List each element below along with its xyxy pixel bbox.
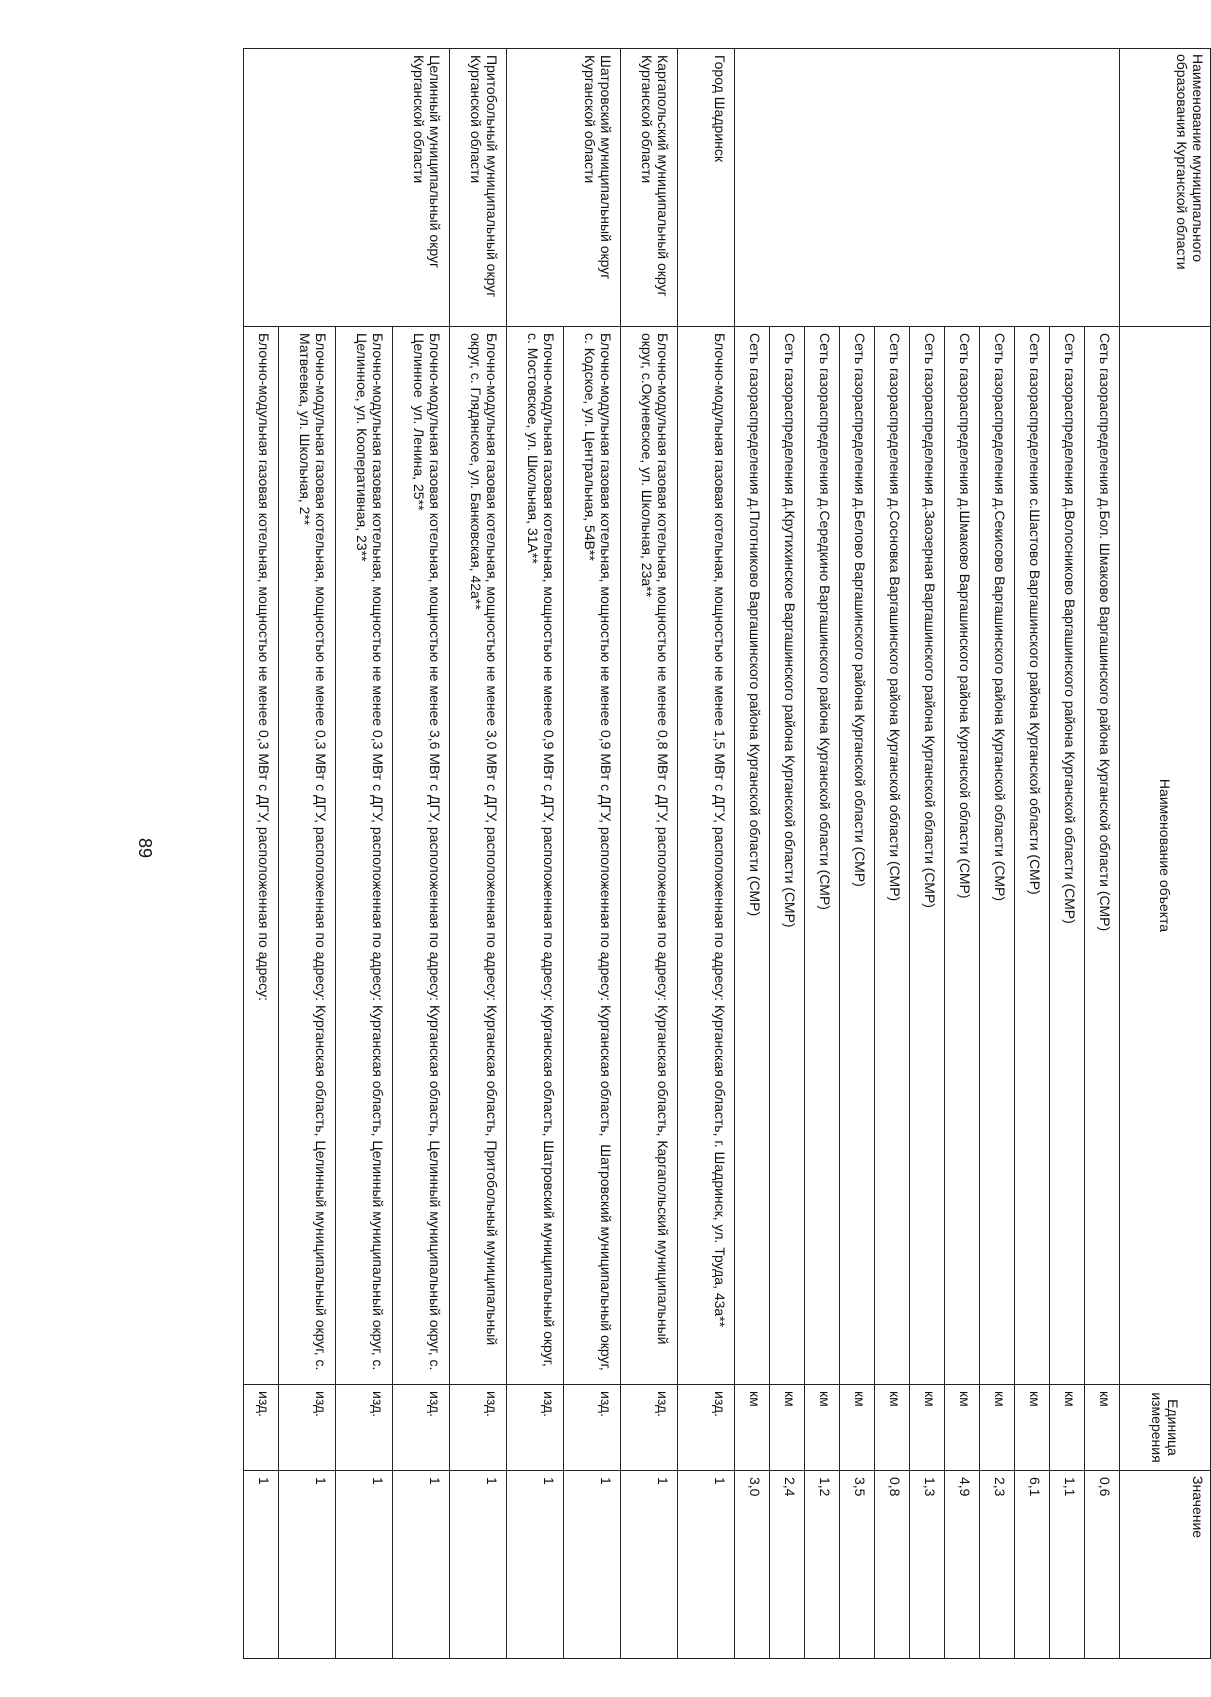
table-row [450, 49, 507, 1659]
object-cell: Блочно-модульная газовая котельная, мощностью не менее 1,5 МВт с ДГУ, расположенная по адресу: Курганская область, г. Шадринск, ул. Труда, 43а** [678, 327, 735, 1385]
object-cell: Сеть газораспределения с.Шастово Варгашинского района Курганской области (СМР) [1015, 327, 1050, 1385]
unit-cell: км [840, 1385, 875, 1471]
object-cell: Сеть газораспределения д.Шмаково Варгашинского района Курганской области (СМР) [945, 327, 980, 1385]
unit-cell: км [875, 1385, 910, 1471]
unit-cell: изд. [507, 1385, 564, 1471]
value-cell: 1,2 [805, 1471, 840, 1659]
value-cell: 1 [450, 1471, 507, 1659]
rotated-table-container [191, 48, 1211, 1658]
header-municipality: Наименование муниципального образования Курганской области [1120, 49, 1211, 327]
unit-cell: изд. [450, 1385, 507, 1471]
unit-cell: изд. [678, 1385, 735, 1471]
value-cell: 3,5 [840, 1471, 875, 1659]
objects-table [243, 48, 1211, 1659]
municipality-cell: Каргапольский муниципальный округ Курганской области [621, 49, 678, 327]
page-number: 89 [135, 837, 155, 859]
value-cell: 2,4 [770, 1471, 805, 1659]
value-cell: 1 [564, 1471, 621, 1659]
table-row [1085, 49, 1120, 1659]
value-cell: 1 [393, 1471, 450, 1659]
unit-cell: изд. [244, 1385, 279, 1471]
value-cell: 1,1 [1050, 1471, 1085, 1659]
value-cell: 1 [621, 1471, 678, 1659]
municipality-cell: Притобольный муниципальный округ Курганской области [450, 49, 507, 327]
object-cell: Блочно-модульная газовая котельная, мощностью не менее 0,3 МВт с ДГУ, расположенная по адресу: Курганская область, Целинный муниципальный округ, с. Матвеевка, ул. Школьная, 2** [279, 327, 336, 1385]
unit-cell: км [980, 1385, 1015, 1471]
value-cell: 1 [336, 1471, 393, 1659]
municipality-cell: Целинный муниципальный округ Курганской области [244, 49, 450, 327]
unit-cell: км [945, 1385, 980, 1471]
object-cell: Сеть газораспределения д.Крутихинское Варгашинского района Курганской области (СМР) [770, 327, 805, 1385]
value-cell: 1 [244, 1471, 279, 1659]
object-cell: Блочно-модульная газовая котельная, мощностью не менее 3,6 МВт с ДГУ, расположенная по адресу: Курганская область, Целинный муниципальный округ, с. Целинное ул. Ленина, 25** [393, 327, 450, 1385]
object-cell: Сеть газораспределения д.Белово Варгашинского района Курганской области (СМР) [840, 327, 875, 1385]
object-cell: Сеть газораспределения д.Середкино Варгашинского района Курганской области (СМР) [805, 327, 840, 1385]
unit-cell: км [770, 1385, 805, 1471]
value-cell: 1 [678, 1471, 735, 1659]
object-cell: Блочно-модульная газовая котельная, мощностью не менее 0,8 МВт с ДГУ, расположенная по адресу: Курганская область, Каргапольский муниципальный округ, с.Окуневское, ул. Школьная, 23а** [621, 327, 678, 1385]
value-cell: 1 [507, 1471, 564, 1659]
header-object: Наименование объекта [1120, 327, 1211, 1385]
unit-cell: км [1050, 1385, 1085, 1471]
object-cell: Блочно-модульная газовая котельная, мощностью не менее 0,9 МВт с ДГУ, расположенная по адресу: Курганская область, Шатровский муниципальный округ, с. Мостовское, ул. Школьная, 31А** [507, 327, 564, 1385]
unit-cell: км [735, 1385, 770, 1471]
municipality-cell: Шатровский муниципальный округ Курганской области [507, 49, 621, 327]
object-cell: Сеть газораспределения д.Сосновка Варгашинского района Курганской области (СМР) [875, 327, 910, 1385]
unit-cell: км [1015, 1385, 1050, 1471]
object-cell: Блочно-модульная газовая котельная, мощностью не менее 0,3 МВт с ДГУ, расположенная по адресу: [244, 327, 279, 1385]
unit-cell: изд. [279, 1385, 336, 1471]
unit-cell: изд. [564, 1385, 621, 1471]
object-cell: Блочно-модульная газовая котельная, мощностью не менее 0,3 МВт с ДГУ, расположенная по адресу: Курганская область, Целинный муниципальный округ, с. Целинное, ул. Кооперативная, 23** [336, 327, 393, 1385]
value-cell: 1 [279, 1471, 336, 1659]
unit-cell: км [1085, 1385, 1120, 1471]
municipality-cell: Город Шадринск [678, 49, 735, 327]
table-row [564, 49, 621, 1659]
value-cell: 0,8 [875, 1471, 910, 1659]
table-row [678, 49, 735, 1659]
value-cell: 4,9 [945, 1471, 980, 1659]
value-cell: 0,6 [1085, 1471, 1120, 1659]
object-cell: Сеть газораспределения д.Бол. Шмаково Варгашинского района Курганской области (СМР) [1085, 327, 1120, 1385]
municipality-cell [735, 49, 1120, 327]
object-cell: Сеть газораспределения д.Плотниково Варгашинского района Курганской области (СМР) [735, 327, 770, 1385]
unit-cell: изд. [336, 1385, 393, 1471]
header-unit: Единица измерения [1120, 1385, 1211, 1471]
object-cell: Сеть газораспределения д.Заозерная Варгашинского района Курганской области (СМР) [910, 327, 945, 1385]
header-value: Значение [1120, 1471, 1211, 1659]
unit-cell: изд. [393, 1385, 450, 1471]
table-header-row [1120, 49, 1211, 1659]
value-cell: 3,0 [735, 1471, 770, 1659]
unit-cell: изд. [621, 1385, 678, 1471]
unit-cell: км [805, 1385, 840, 1471]
unit-cell: км [910, 1385, 945, 1471]
value-cell: 6,1 [1015, 1471, 1050, 1659]
value-cell: 1,3 [910, 1471, 945, 1659]
table-row [621, 49, 678, 1659]
object-cell: Сеть газораспределения д.Секисово Варгашинского района Курганской области (СМР) [980, 327, 1015, 1385]
object-cell: Блочно-модульная газовая котельная, мощностью не менее 0,9 МВт с ДГУ, расположенная по адресу: Курганская область, Шатровский муниципальный округ, с. Кодское, ул. Центральная, 54В** [564, 327, 621, 1385]
object-cell: Блочно-модульная газовая котельная, мощностью не менее 3,0 МВт с ДГУ, расположенная по адресу: Курганская область, Притобольный муниципальный округ, с. Глядянское, ул. Банковская, 42а** [450, 327, 507, 1385]
table-row [393, 49, 450, 1659]
value-cell: 2,3 [980, 1471, 1015, 1659]
object-cell: Сеть газораспределения д.Волосниково Варгашинского района Курганской области (СМР) [1050, 327, 1085, 1385]
